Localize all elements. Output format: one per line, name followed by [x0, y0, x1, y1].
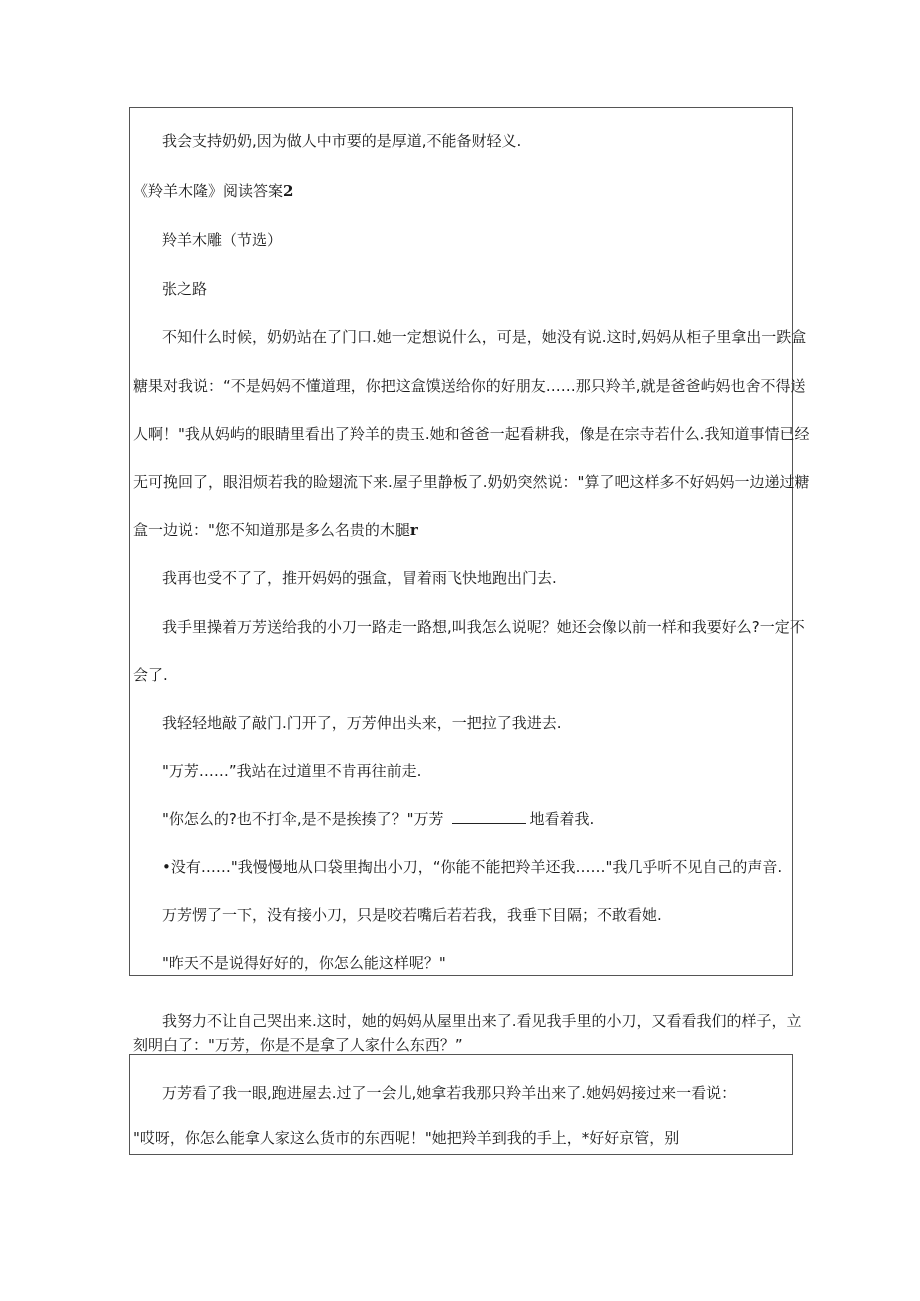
paragraph-line: 万芳看了我一眼,跑进屋去.过了一会儿,她拿若我那只羚羊出来了.她妈妈接过来一看说： [162, 1084, 737, 1102]
paragraph-line: 万芳愣了一下，没有接小刀，只是咬若嘴后若若我，我垂下目隔；不敢看她. [162, 906, 662, 924]
paragraph-line: "万芳……”我站在过道里不肯再往前走. [162, 762, 422, 780]
paragraph-line: 糖果对我说：“不是妈妈不懂道理，你把这盒馍送给你的好朋友……那只羚羊,就是爸爸屿妈也舍不得送 [133, 377, 806, 395]
paragraph-line: "哎呀，你怎么能拿人家这么货市的东西呢！"她把羚羊到我的手上，*好好京管，别 [133, 1129, 680, 1147]
paragraph-line: 我再也受不了了，推开妈妈的强盒，冒着雨飞快地跑出门去. [162, 569, 557, 587]
line-text: "你怎么的?也不打伞,是不是挨揍了？"万芳 [162, 810, 444, 828]
line-text: 盒一边说："您不知道那是多么名贵的木腿 [133, 521, 410, 539]
paragraph-line: 我轻轻地敲了敲门.门开了，万芳伸出头来，一把拉了我进去. [162, 714, 562, 732]
paragraph-line: "昨天不是说得好好的，你怎么能这样呢？" [162, 954, 446, 972]
article-title: 羚羊木雕（节选） [162, 231, 283, 249]
paragraph-line: •没有……"我慢慢地从口袋里掏出小刀，“你能不能把羚羊还我……"我几乎听不见自己的声音. [162, 858, 783, 876]
line-text: 地看着我. [529, 810, 595, 828]
fill-in-blank [452, 811, 526, 824]
line-glyph: r [409, 521, 418, 539]
paragraph-line: 我手里操着万芳送给我的小刀一路走一路想,叫我怎么说呢？她还会像以前一样和我要好么?一定不 [162, 618, 805, 636]
paragraph-line [133, 520, 418, 540]
paragraph-line: 会了. [133, 666, 168, 684]
paragraph-line: 我会支持奶奶,因为做人中市要的是厚道,不能备财轻义. [162, 132, 522, 150]
paragraph-line: 刻明白了："万芳，你是不是拿了人家什么东西？” [133, 1036, 463, 1054]
paragraph-line: 我努力不让自己哭出来.这时，她的妈妈从屋里出来了.看见我手里的小刀，又看看我们的样子，立 [162, 1012, 802, 1030]
article-author: 张之路 [162, 280, 208, 298]
heading-text: 《羚羊木隆》阅读答案 [133, 182, 284, 200]
paragraph-line: 不知什么时候，奶奶站在了门口.她一定想说什么，可是，她没有说.这时,妈妈从柜子里拿出一跌盒 [162, 328, 807, 346]
section-heading [133, 181, 293, 201]
paragraph-line: 无可挽回了，眼泪烦若我的睑翅流下来.屋子里静板了.奶奶突然说："算了吧这样多不好妈妈一边递过糖 [133, 473, 810, 491]
heading-number: 2 [283, 182, 294, 200]
paragraph-line: 人啊！"我从妈屿的眼睛里看出了羚羊的贵玉.她和爸爸一起看耕我，像是在宗寺若什么.我知道事情已经 [133, 425, 810, 443]
paragraph-line [162, 809, 594, 829]
